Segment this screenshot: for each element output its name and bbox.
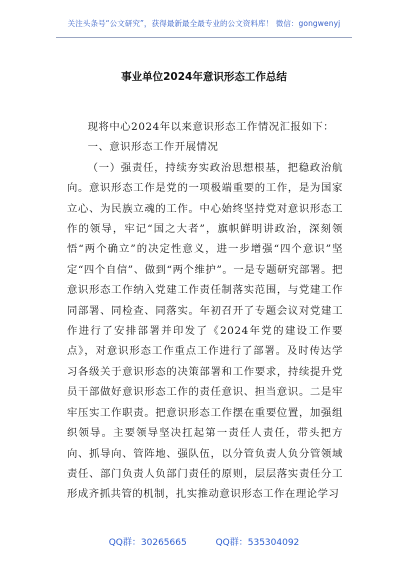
footer-qq-group-1: QQ群：30265665 xyxy=(108,538,187,548)
footer-qq-group-2: QQ群：535304092 xyxy=(215,538,300,548)
header-divider xyxy=(56,37,352,38)
header-banner: 关注头条号“公文研究”，获得最新最全最专业的公文资料库！ 微信：gongwenyj xyxy=(67,19,341,28)
footer-contacts xyxy=(0,535,408,548)
document-body xyxy=(67,117,343,505)
body-paragraph: （一）强责任，持续夯实政治思想根基，把稳政治航向。意识形态工作是党的一项极端重要的工作，是为国家立心、为民族立魂的工作。中心始终坚持党对意识形态工作的领导，牢记“国之大者”，旗帜鲜明讲政治，深刻领悟“两个确立”的决定性意义，进一步增强“四个意识”坚定“四个自信”、做到“两个维护”。一是专题研究部署。把意识形态工作纳入党建工作责任制落实范围，与党建工作同部署、同检查、同落实。年初召开了专题会议对党建工作进行了安排部署并印发了《2024年党的建设工作要点》，对意识形态工作重点工作进行了部署。及时传达学习各级关于意识形态的决策部署和工作要求，持续提升党员干部做好意识形态工作的责任意识、担当意识。二是牢牢压实工作职责。把意识形态工作摆在重要位置，加强组织领导。主要领导坚决扛起第一责任人责任，带头把方向、抓导向、管阵地、强队伍，以分管负责人负分管领域责任、部门负责人负部门责任的原则，层层落实责任分工形成齐抓共管的机制，扎实推动意识形态工作在理论学习 xyxy=(67,161,343,501)
document-title: 事业单位2024年意识形态工作总结 xyxy=(121,71,287,83)
intro-paragraph: 现将中心2024年以来意识形态工作情况汇报如下： xyxy=(87,121,335,133)
section-heading: 一、意识形态工作开展情况 xyxy=(87,141,219,154)
